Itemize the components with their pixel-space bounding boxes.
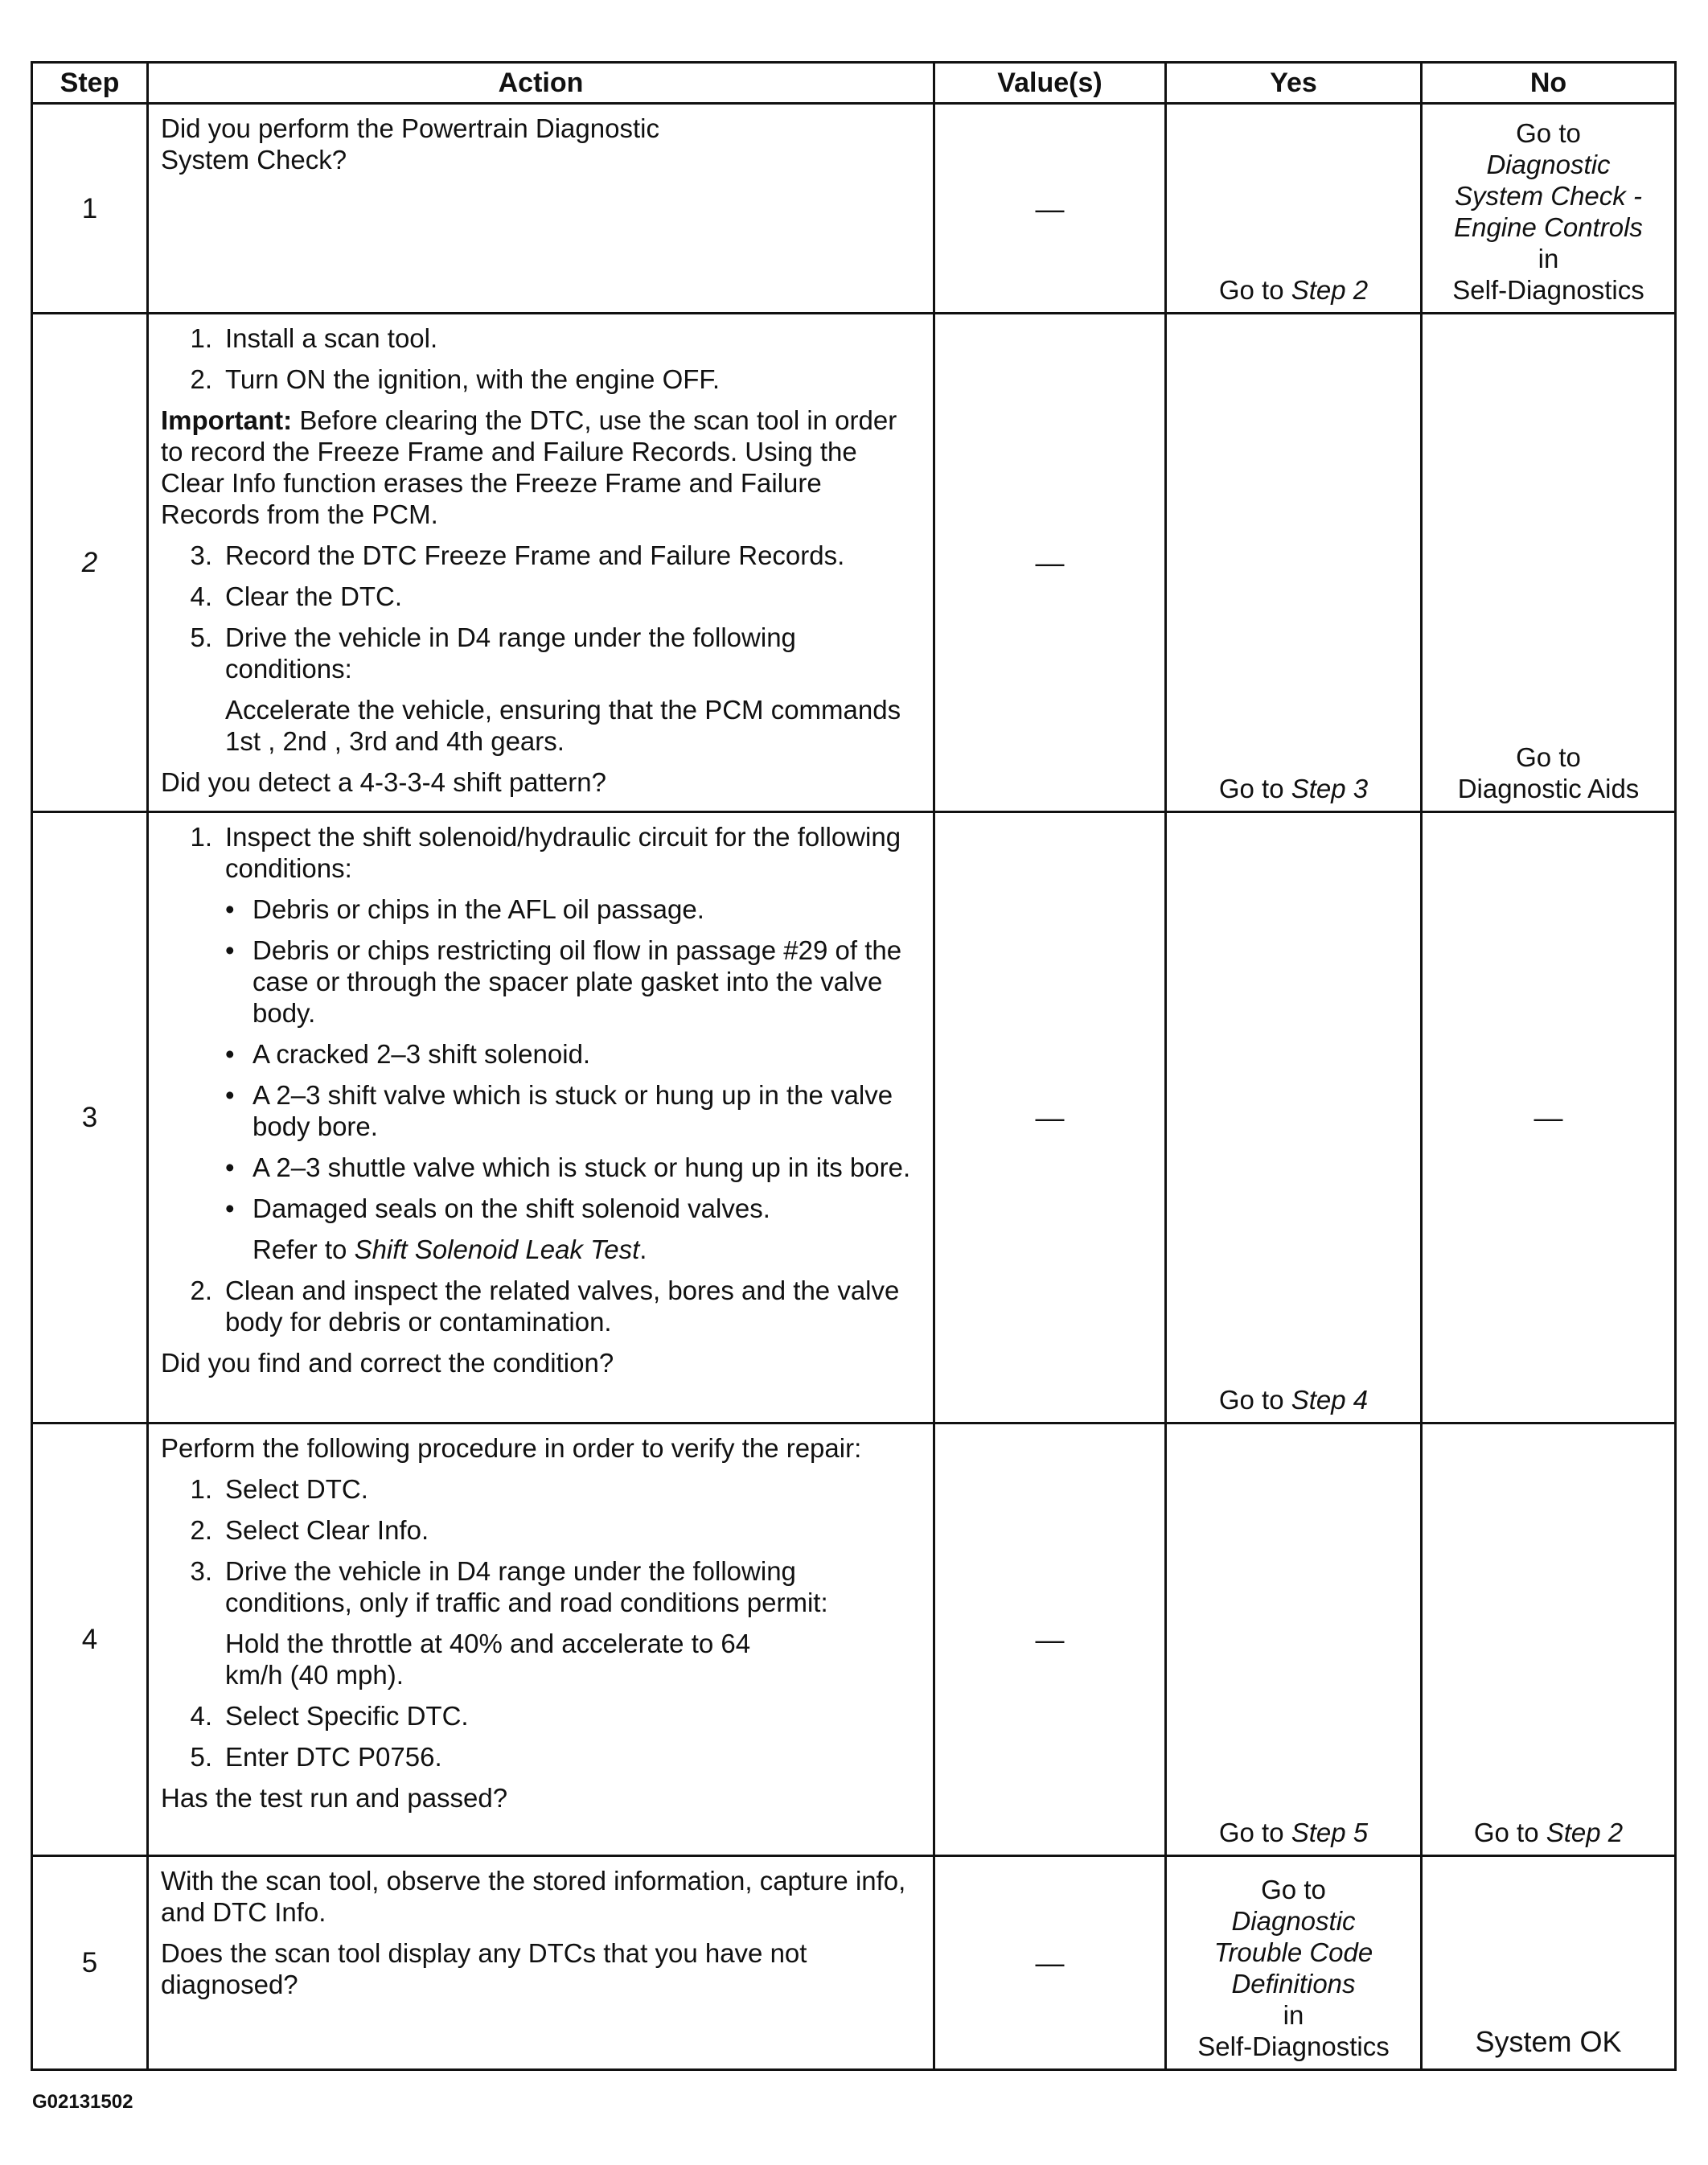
list-subtext: Accelerate the vehicle, ensuring that the PCM commands 1st , 2nd , 3rd and 4th gears. <box>225 695 901 756</box>
action-cell <box>148 1856 934 2070</box>
yes-step-link[interactable]: Step 2 <box>1291 275 1369 305</box>
header-no: No <box>1422 63 1676 104</box>
header-action: Action <box>148 63 934 104</box>
action-question: Does the scan tool display any DTCs that you have not diagnosed? <box>161 1938 807 1999</box>
action-cell <box>148 314 934 812</box>
step-number: 1 <box>32 104 148 314</box>
list-item: 4. Select Specific DTC. <box>190 1701 469 1731</box>
yes-step-link[interactable]: Step 4 <box>1291 1385 1369 1415</box>
reference-link[interactable]: Shift Solenoid Leak Test <box>354 1235 640 1264</box>
value-cell: — <box>934 314 1166 812</box>
no-goto-text: Go to <box>1516 742 1581 772</box>
yes-link-line-1[interactable]: Diagnostic <box>1231 1906 1356 1936</box>
yes-goto-text: Go to <box>1218 1385 1284 1415</box>
no-link-line-3[interactable]: Engine Controls <box>1454 212 1643 242</box>
no-step-link[interactable]: Step 2 <box>1546 1818 1624 1847</box>
step-number: 2 <box>32 314 148 812</box>
no-cell <box>1422 1423 1676 1856</box>
no-cell: System OK <box>1422 1856 1676 2070</box>
bullet-item: • Debris or chips in the AFL oil passage. <box>225 894 704 924</box>
yes-goto-text: Go to <box>1218 774 1284 803</box>
action-question: Did you find and correct the condition? <box>161 1348 614 1378</box>
step-number: 3 <box>32 812 148 1423</box>
no-cell <box>1422 104 1676 314</box>
action-question: Did you detect a 4-3-3-4 shift pattern? <box>161 767 606 797</box>
diagnostic-table <box>31 61 1677 2071</box>
yes-goto-text: Go to <box>1261 1875 1326 1904</box>
action-question: Has the test run and passed? <box>161 1783 508 1813</box>
list-subtext: Hold the throttle at 40% and accelerate to 64 km/h (40 mph). <box>225 1629 751 1690</box>
list-item: 2. Select Clear Info. <box>190 1515 429 1545</box>
list-item: 1. Select DTC. <box>190 1474 368 1504</box>
table-row <box>32 104 1676 314</box>
list-item: 2. Clean and inspect the related valves, bores and the valve body for debris or contamination. <box>190 1276 900 1337</box>
yes-cell <box>1166 812 1422 1423</box>
no-cell: — <box>1422 812 1676 1423</box>
no-section-text: Self-Diagnostics <box>1452 275 1644 305</box>
yes-step-link[interactable]: Step 3 <box>1291 774 1369 803</box>
list-item: 1. Install a scan tool. <box>190 323 438 353</box>
action-cell <box>148 104 934 314</box>
yes-cell <box>1166 1423 1422 1856</box>
action-intro: Perform the following procedure in order to verify the repair: <box>161 1433 862 1463</box>
yes-cell <box>1166 1856 1422 2070</box>
yes-section-text: Self-Diagnostics <box>1197 2031 1390 2061</box>
value-cell: — <box>934 1423 1166 1856</box>
list-item: 4. Clear the DTC. <box>190 581 403 611</box>
bullet-item: • A cracked 2–3 shift solenoid. <box>225 1039 591 1069</box>
action-question: Did you perform the Powertrain Diagnostic System Check? <box>161 113 659 175</box>
step-number: 5 <box>32 1856 148 2070</box>
action-cell <box>148 812 934 1423</box>
value-cell: — <box>934 104 1166 314</box>
no-cell <box>1422 314 1676 812</box>
yes-cell <box>1166 104 1422 314</box>
list-item: 1. Inspect the shift solenoid/hydraulic circuit for the following conditions: <box>190 822 901 883</box>
yes-step-link[interactable]: Step 5 <box>1291 1818 1369 1847</box>
header-step: Step <box>32 63 148 104</box>
table-row <box>32 314 1676 812</box>
table-row <box>32 812 1676 1423</box>
list-item: 2. Turn ON the ignition, with the engine OFF. <box>190 364 721 394</box>
list-item: 5. Drive the vehicle in D4 range under the following conditions: <box>190 622 796 684</box>
header-yes: Yes <box>1166 63 1422 104</box>
reference-note: Refer to Shift Solenoid Leak Test. <box>253 1235 647 1264</box>
value-cell: — <box>934 1856 1166 2070</box>
no-link-line-1[interactable]: Diagnostic <box>1486 150 1611 179</box>
yes-in-text: in <box>1283 2000 1304 2030</box>
bullet-item: • Debris or chips restricting oil flow in passage #29 of the case or through the spacer plate gasket into the valve body. <box>225 935 902 1028</box>
header-values: Value(s) <box>934 63 1166 104</box>
no-link-line-2[interactable]: System Check - <box>1455 181 1642 211</box>
yes-link-line-3[interactable]: Definitions <box>1231 1969 1356 1999</box>
yes-goto-text: Go to <box>1218 1818 1284 1847</box>
no-in-text: in <box>1538 244 1559 273</box>
no-goto-text: Go to <box>1473 1818 1539 1847</box>
no-goto-text: Go to <box>1516 118 1581 148</box>
yes-cell <box>1166 314 1422 812</box>
yes-link-line-2[interactable]: Trouble Code <box>1213 1937 1373 1967</box>
list-item: 5. Enter DTC P0756. <box>190 1742 442 1772</box>
action-cell <box>148 1423 934 1856</box>
important-label: Important: <box>161 405 293 435</box>
action-intro: With the scan tool, observe the stored information, capture info, and DTC Info. <box>161 1866 906 1927</box>
no-link[interactable]: Diagnostic Aids <box>1457 774 1640 803</box>
value-cell: — <box>934 812 1166 1423</box>
bullet-item: • A 2–3 shuttle valve which is stuck or hung up in its bore. <box>225 1152 911 1182</box>
step-number: 4 <box>32 1423 148 1856</box>
bullet-item: • Damaged seals on the shift solenoid valves. <box>225 1193 770 1223</box>
figure-id: G02131502 <box>32 2091 133 2113</box>
bullet-item: • A 2–3 shift valve which is stuck or hung up in the valve body bore. <box>225 1080 893 1141</box>
header-row <box>32 63 1676 104</box>
table-row <box>32 1856 1676 2070</box>
important-note <box>161 405 909 530</box>
table-row <box>32 1423 1676 1856</box>
yes-goto-text: Go to <box>1218 275 1284 305</box>
important-text: Before clearing the DTC, use the scan tool in order to record the Freeze Frame and Failure Records. Using the Clear Info function erases the Freeze Frame and Failure Records from the PCM. <box>161 405 897 529</box>
list-item: 3. Record the DTC Freeze Frame and Failure Records. <box>190 540 845 570</box>
list-item: 3. Drive the vehicle in D4 range under the following conditions, only if traffic and road conditions permit: <box>190 1556 828 1617</box>
